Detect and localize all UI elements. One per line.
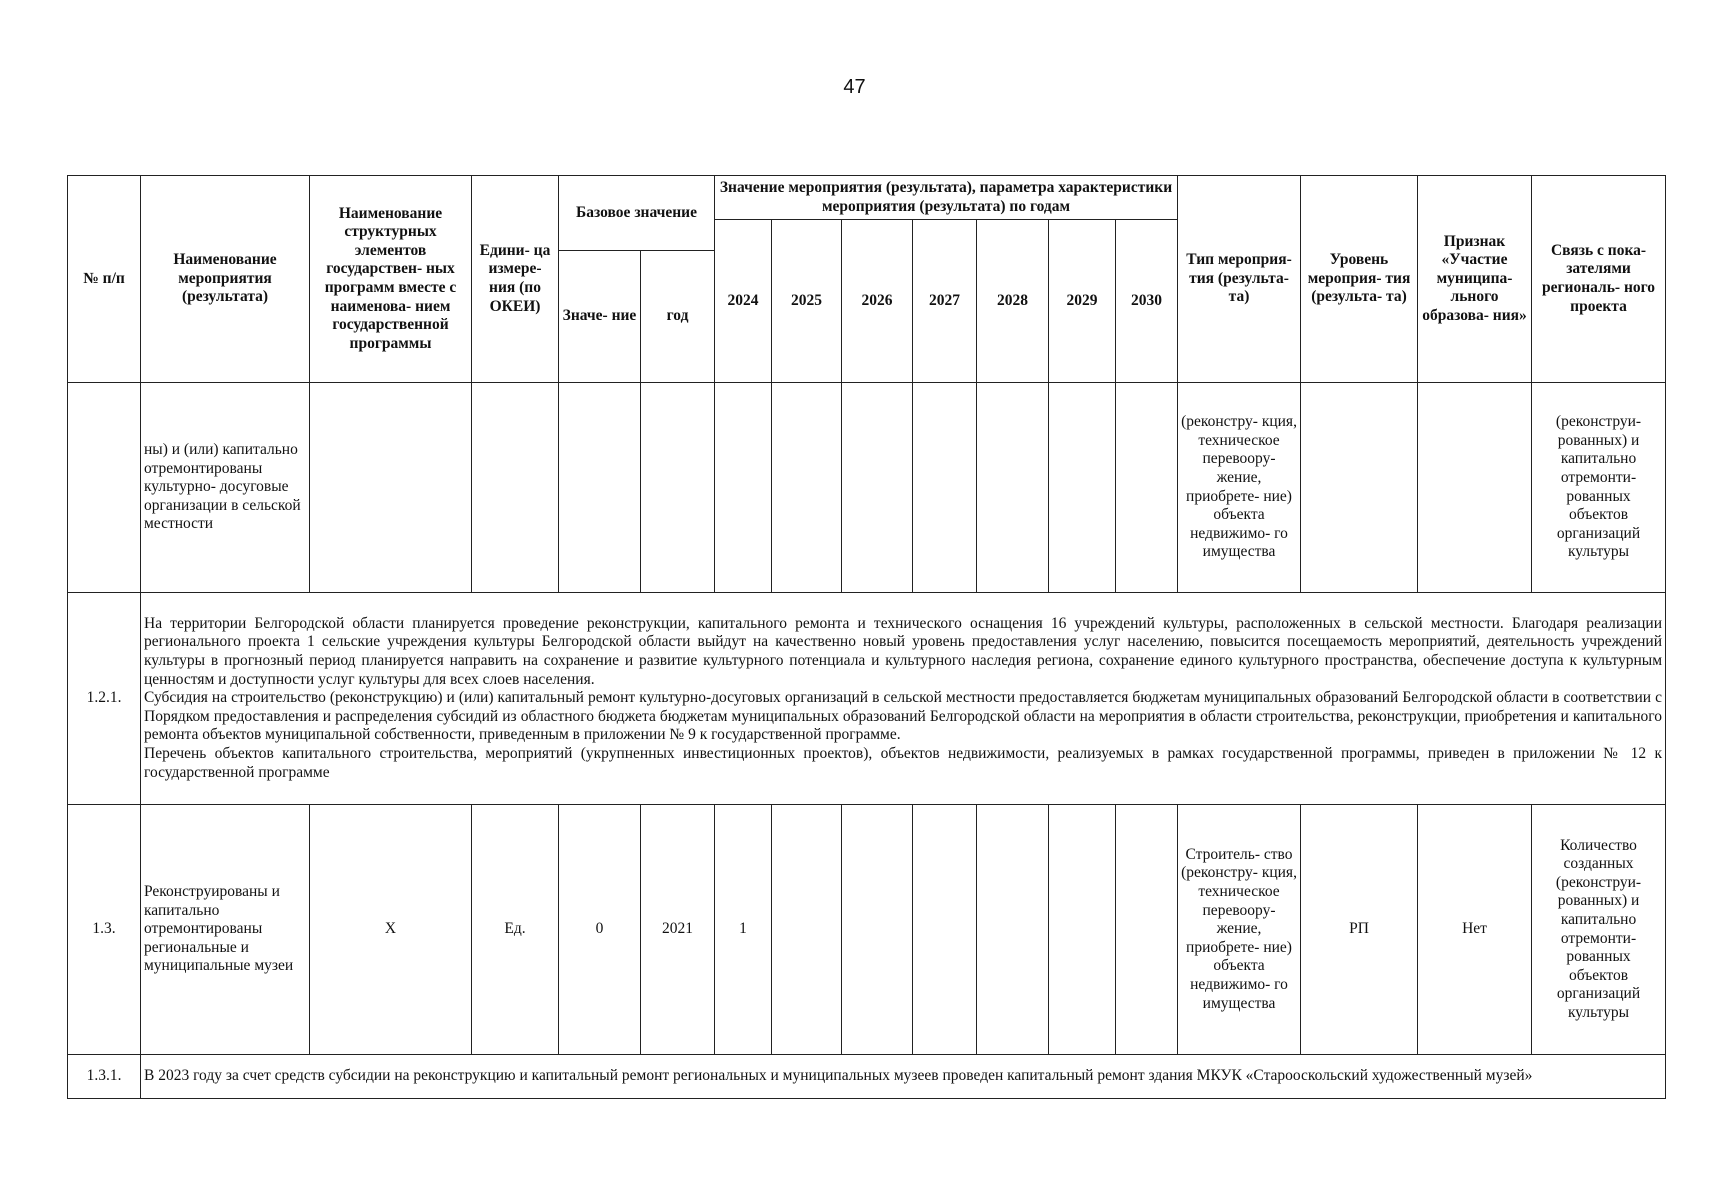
row-1-3-base-year: 2021 xyxy=(641,805,715,1055)
row-1-3-num: 1.3. xyxy=(68,805,141,1055)
table-row xyxy=(68,593,1666,805)
row-1-2-1-text xyxy=(141,593,1666,805)
header-year-2024: 2024 xyxy=(715,220,772,383)
program-table xyxy=(67,175,1666,1099)
header-level: Уровень мероприя- тия (результа- та) xyxy=(1301,176,1418,383)
header-values-title: Значение мероприятия (результата), параметра характеристики мероприятия (результата) по годам xyxy=(715,176,1178,220)
row-1-3-type: Строитель- ство (реконстру- кция, техническое перевоору- жение, приобрете- ние) объекта недвижимо- го имущества xyxy=(1178,805,1301,1055)
cont-num xyxy=(68,383,141,593)
row-1-2-1-paragraph-1: На территории Белгородской области планируется проведение реконструкции, капитального ремонта и технического оснащения 16 учреждений культуры, расположенных в сельской местности. Благодаря реализации регионального проекта 1 сельские учреждения культуры Белгородской области выйдут на качественно новый уровень предоставления услуг населению, повысится посещаемость мероприятий, деятельность учреждений культуры в прогнозный период планируется направить на сохранение и развитие культурного потенциала и культурного наследия региона, сохранение единого культурного пространства, обеспечение доступа к культурным ценностям и доступности услуг культуры для всех слоев населения. xyxy=(144,614,1663,688)
header-base-value: Значе- ние xyxy=(559,251,641,383)
row-1-2-1-num: 1.2.1. xyxy=(68,593,141,805)
row-1-3-unit: Ед. xyxy=(472,805,559,1055)
table-row xyxy=(68,383,1666,593)
row-1-3-municipal: Нет xyxy=(1418,805,1532,1055)
row-1-2-1-paragraph-3: Перечень объектов капитального строительства, мероприятий (укрупненных инвестиционных проектов), объектов недвижимости, реализуемых в рамках государственной программы, приведен в приложении № 12 к государственной программе xyxy=(144,744,1663,781)
header-name: Наименование мероприятия (результата) xyxy=(141,176,310,383)
header-link: Связь с пока- зателями региональ- ного проекта xyxy=(1532,176,1666,383)
header-base-year: год xyxy=(641,251,715,383)
header-year-2028: 2028 xyxy=(977,220,1049,383)
row-1-3-base-value: 0 xyxy=(559,805,641,1055)
header-year-2025: 2025 xyxy=(772,220,842,383)
row-1-3-struct: Х xyxy=(310,805,472,1055)
header-year-2027: 2027 xyxy=(913,220,977,383)
cont-name: ны) и (или) капитально отремонтированы культурно- досуговые организации в сельской местности xyxy=(141,383,310,593)
header-year-2026: 2026 xyxy=(842,220,913,383)
row-1-3-2024: 1 xyxy=(715,805,772,1055)
row-1-3-link: Количество созданных (реконструи- рованных) и капитально отремонти- рованных объектов организаций культуры xyxy=(1532,805,1666,1055)
header-base: Базовое значение xyxy=(559,176,715,251)
row-1-3-name: Реконструированы и капитально отремонтированы региональные и муниципальные музеи xyxy=(141,805,310,1055)
table-row xyxy=(68,1055,1666,1099)
row-1-3-1-num: 1.3.1. xyxy=(68,1055,141,1099)
cont-type: (реконстру- кция, техническое перевоору- жение, приобрете- ние) объекта недвижимо- го имущества xyxy=(1178,383,1301,593)
header-type: Тип мероприя- тия (результа- та) xyxy=(1178,176,1301,383)
header-num: № п/п xyxy=(68,176,141,383)
header-year-2029: 2029 xyxy=(1049,220,1116,383)
row-1-3-1-text: В 2023 году за счет средств субсидии на реконструкцию и капитальный ремонт региональных и муниципальных музеев проведен капитальный ремонт здания МКУК «Старооскольский художественный музей» xyxy=(141,1055,1666,1099)
row-1-3-level: РП xyxy=(1301,805,1418,1055)
page-number: 47 xyxy=(843,76,866,98)
table-row xyxy=(68,805,1666,1055)
header-municipal: Признак «Участие муниципа- льного образова- ния» xyxy=(1418,176,1532,383)
header-year-2030: 2030 xyxy=(1116,220,1178,383)
cont-link: (реконструи- рованных) и капитально отремонти- рованных объектов организаций культуры xyxy=(1532,383,1666,593)
header-unit: Едини- ца измере- ния (по ОКЕИ) xyxy=(472,176,559,383)
header-struct: Наименование структурных элементов государствен- ных программ вместе с наименова- нием государственной программы xyxy=(310,176,472,383)
row-1-2-1-paragraph-2: Субсидия на строительство (реконструкцию) и (или) капитальный ремонт культурно-досуговых организаций в сельской местности предоставляется бюджетам муниципальных образований Белгородской области в соответствии с Порядком предоставления и распределения субсидий из областного бюджета бюджетам муниципальных образований Белгородской области на мероприятия в области строительства, реконструкции, приобретения и капитального ремонта объектов муниципальной собственности, приведенным в приложении № 9 к государственной программе. xyxy=(144,689,1663,744)
